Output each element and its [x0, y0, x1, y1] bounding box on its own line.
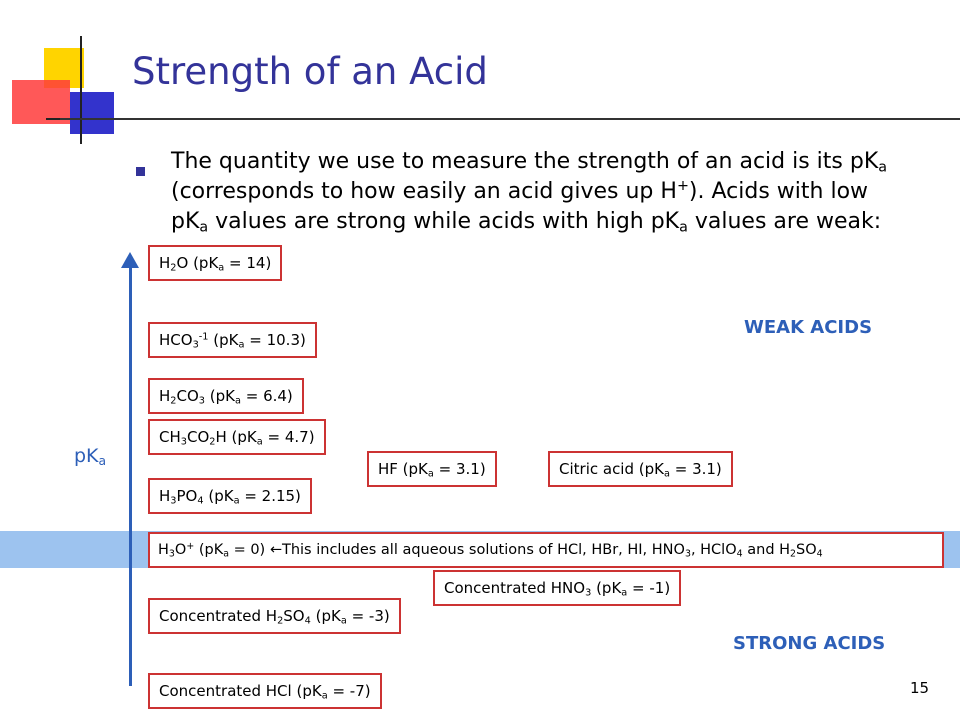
weak-acids-label: WEAK ACIDS	[744, 317, 873, 338]
intro-line-1: The quantity we use to measure the strength of an acid is its $pK_a$	[171, 149, 888, 176]
acid-box-acetic: $CH_3CO_2H$ $(pK_a = 4.7)$	[148, 419, 326, 455]
pka-axis-line	[129, 266, 132, 686]
title-rule	[60, 118, 960, 120]
strong-acids-label: STRONG ACIDS	[733, 633, 886, 654]
acid-box-hf: HF $(pK_a = 3.1)$	[367, 451, 497, 487]
acid-box-hcl: Concentrated HCl $(pK_a = -7)$	[148, 673, 382, 709]
page-number: 15	[910, 679, 930, 697]
acid-box-hno3: Concentrated $HNO_3$ $(pK_a = -1)$	[433, 570, 681, 606]
acid-box-h2o: $H_2O$ $(pK_a = 14)$	[148, 245, 282, 281]
arrow-up-icon	[121, 252, 139, 268]
acid-box-h2co3: $H_2CO_3$ $(pK_a = 6.4)$	[148, 378, 304, 414]
arrow-left-icon: ←	[269, 542, 282, 558]
acid-box-citric: Citric acid $(pK_a = 3.1)$	[548, 451, 733, 487]
corner-blue-square	[70, 92, 114, 134]
pka-axis-label: $pK_a$	[74, 445, 107, 469]
acid-box-h3po4: $H_3PO_4$ $(pK_a = 2.15)$	[148, 478, 312, 514]
intro-paragraph	[171, 147, 951, 237]
acid-box-hco3: $HCO_3^{-1}$ $(pK_a = 10.3)$	[148, 322, 317, 358]
page-title: Strength of an Acid	[132, 50, 488, 93]
corner-vertical-line	[80, 36, 82, 144]
acid-box-h2so4: Concentrated $H_2SO_4$ $(pK_a = -3)$	[148, 598, 401, 634]
acid-box-h3o: $H_3O^+$ $(pK_a = 0)$ ←This includes all aqueous solutions of HCl, HBr, HI, $HNO_3$, HClO$_4$ and $H_2SO_4$	[148, 532, 944, 568]
intro-line-2: (corresponds to how easily an acid gives up H+). Acids with low	[171, 178, 869, 204]
bullet-marker	[136, 167, 145, 176]
intro-line-3: $pK_a$ values are strong while acids with high $pK_a$ values are weak:	[171, 209, 882, 236]
